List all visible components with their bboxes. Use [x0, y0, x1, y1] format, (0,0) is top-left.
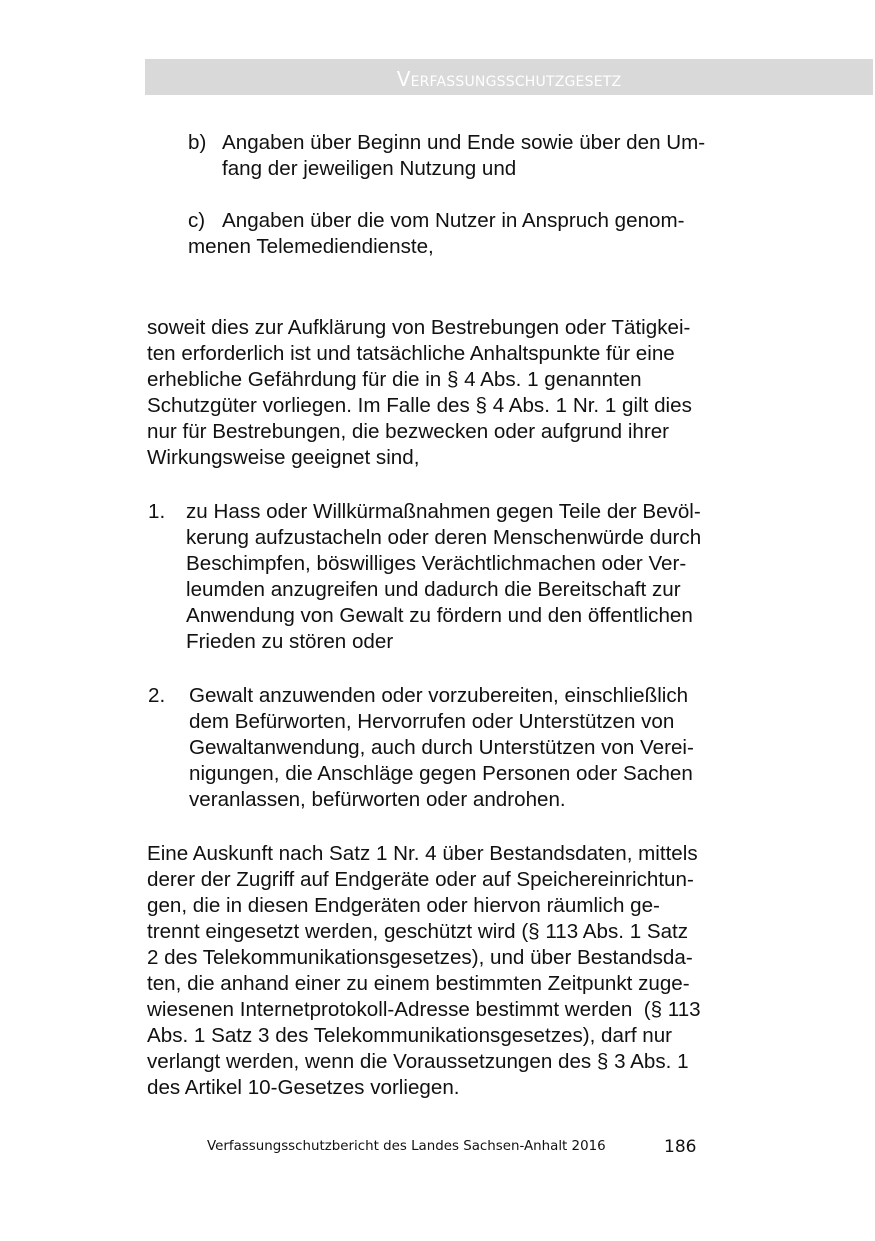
numbered-line: Beschimpfen, böswilliges Verächtlichmachen oder Ver- — [186, 552, 687, 575]
numbered-line: nigungen, die Anschläge gegen Personen oder Sachen — [189, 762, 693, 785]
numbered-line: kerung aufzustacheln oder deren Menschenwürde durch — [186, 526, 702, 549]
numbered-line: Frieden zu stören oder — [186, 630, 394, 653]
paragraph-line: 2 des Telekommunikationsgesetzes), und über Bestandsda- — [147, 946, 693, 969]
footer-text: Verfassungsschutzbericht des Landes Sachsen-Anhalt 2016 — [207, 1139, 606, 1154]
numbered-line: Gewaltanwendung, auch durch Unterstützen von Verei- — [189, 736, 694, 759]
header-bar — [145, 59, 873, 95]
paragraph-line: Wirkungsweise geeignet sind, — [147, 446, 420, 469]
paragraph-line: Abs. 1 Satz 3 des Telekommunikationsgesetzes), darf nur — [147, 1024, 673, 1047]
sublist-line: Angaben über die vom Nutzer in Anspruch genom- — [222, 209, 685, 232]
paragraph-line: Eine Auskunft nach Satz 1 Nr. 4 über Bestandsdaten, mittels — [147, 842, 698, 865]
paragraph-line: nur für Bestrebungen, die bezwecken oder aufgrund ihrer — [147, 420, 670, 443]
paragraph-line: derer der Zugriff auf Endgeräte oder auf Speichereinrichtun- — [147, 868, 694, 891]
sublist-line: Angaben über Beginn und Ende sowie über den Um- — [222, 131, 706, 154]
numbered-marker-2: 2. — [148, 684, 166, 707]
paragraph-line: wiesenen Internetprotokoll-Adresse bestimmt werden (§ 113 — [147, 998, 701, 1021]
numbered-marker-1: 1. — [148, 500, 166, 523]
numbered-line: dem Befürworten, Hervorrufen oder Unterstützen von — [189, 710, 675, 733]
paragraph-line: des Artikel 10-Gesetzes vorliegen. — [147, 1076, 460, 1099]
paragraph-line: ten erforderlich ist und tatsächliche Anhaltspunkte für eine — [147, 342, 675, 365]
page-number: 186 — [664, 1137, 697, 1157]
sublist-line: fang der jeweiligen Nutzung und — [222, 157, 517, 180]
numbered-line: leumden anzugreifen und dadurch die Bereitschaft zur — [186, 578, 681, 601]
paragraph-line: soweit dies zur Aufklärung von Bestrebungen oder Tätigkei- — [147, 316, 691, 339]
sublist-marker-c: c) — [188, 209, 206, 232]
numbered-line: zu Hass oder Willkürmaßnahmen gegen Teile der Bevöl- — [186, 500, 701, 523]
header-title: Verfassungsschutzgesetz — [396, 67, 622, 91]
paragraph-line: erhebliche Gefährdung für die in § 4 Abs. 1 genannten — [147, 368, 642, 391]
paragraph-line: trennt eingesetzt werden, geschützt wird (§ 113 Abs. 1 Satz — [147, 920, 689, 943]
paragraph-line: ten, die anhand einer zu einem bestimmten Zeitpunkt zuge- — [147, 972, 690, 995]
sublist-marker-b: b) — [188, 131, 207, 154]
paragraph-line: verlangt werden, wenn die Voraussetzungen des § 3 Abs. 1 — [147, 1050, 689, 1073]
numbered-line: Anwendung von Gewalt zu fördern und den öffentlichen — [186, 604, 693, 627]
paragraph-line: Schutzgüter vorliegen. Im Falle des § 4 Abs. 1 Nr. 1 gilt dies — [147, 394, 692, 417]
numbered-line: Gewalt anzuwenden oder vorzubereiten, einschließlich — [189, 684, 689, 707]
paragraph-line: gen, die in diesen Endgeräten oder hiervon räumlich ge- — [147, 894, 660, 917]
sublist-line: menen Telemediendienste, — [188, 235, 434, 258]
numbered-line: veranlassen, befürworten oder androhen. — [189, 788, 566, 811]
